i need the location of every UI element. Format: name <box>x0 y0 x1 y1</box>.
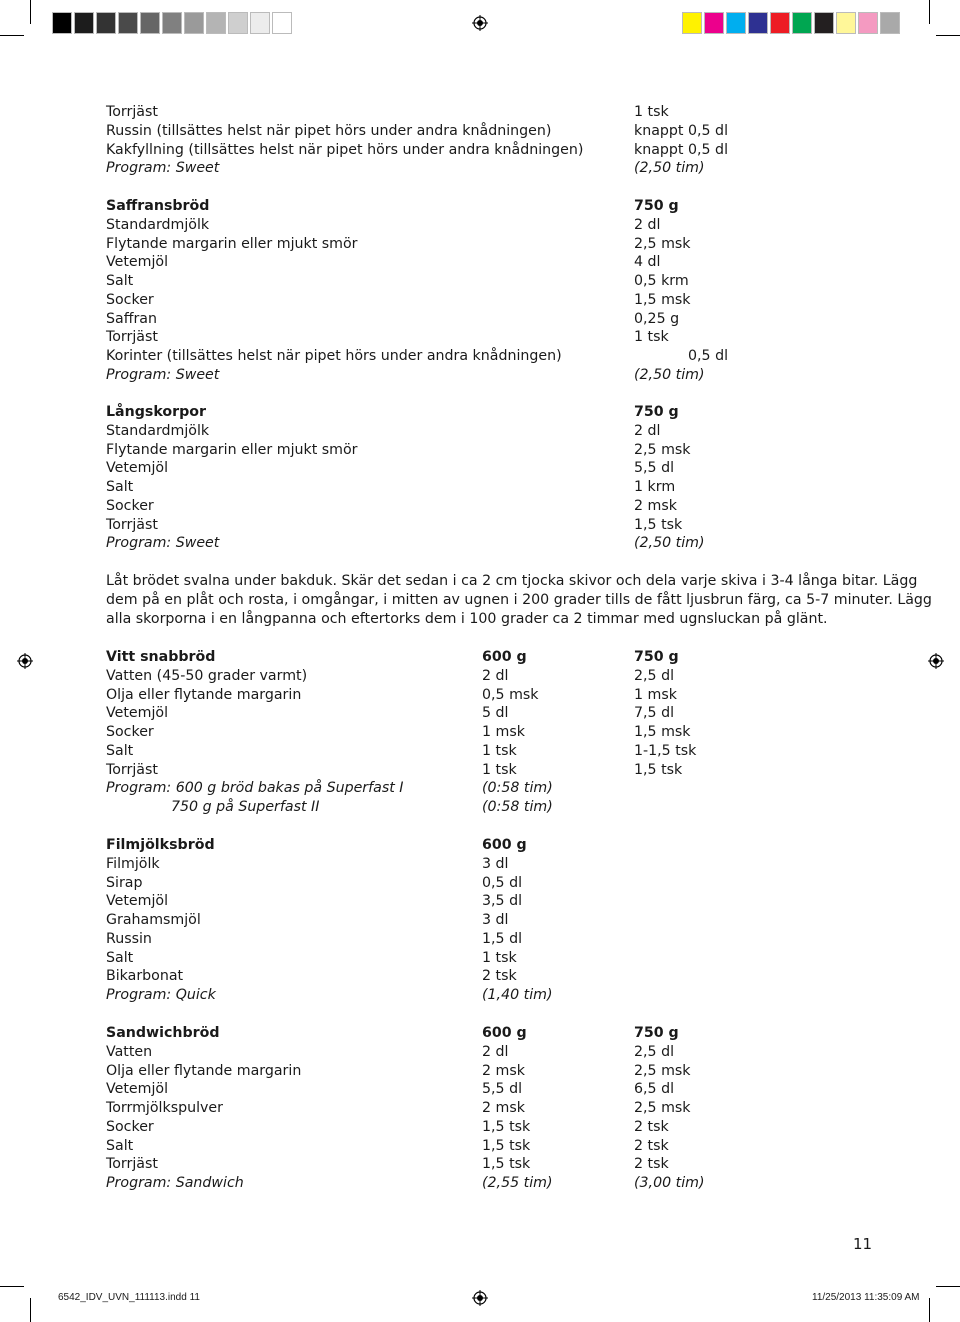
ingredient-label: Saffransbröd <box>106 198 210 214</box>
ingredient-amount: 2 dl <box>634 422 661 439</box>
ingredient-amount: 1 tsk <box>634 329 669 346</box>
ingredient-amount: 2,5 msk <box>634 235 691 252</box>
color-swatch <box>880 12 900 34</box>
ingredient-label: Filmjölk <box>106 855 160 872</box>
ingredient-label: Program: Quick <box>106 987 216 1003</box>
ingredient-label: Torrjäst <box>106 104 158 120</box>
ingredient-label: Flytande margarin eller mjukt smör <box>106 441 358 458</box>
ingredient-row <box>106 1174 866 1193</box>
ingredient-row <box>106 704 866 723</box>
color-swatch <box>726 12 746 34</box>
ingredient-label: Program: Sweet <box>106 535 220 552</box>
amount-750g: 7,5 dl <box>634 705 675 722</box>
ingredient-label: Socker <box>106 1118 154 1135</box>
ingredient-row <box>106 1062 866 1081</box>
ingredient-amount: 2 dl <box>634 216 661 233</box>
ingredient-amount: (2,50 tim) <box>634 535 705 552</box>
ingredient-amount: 1,5 tsk <box>634 516 683 533</box>
ingredient-label: Salt <box>106 949 134 966</box>
ingredient-row <box>106 197 866 216</box>
ingredient-label: Vetemjöl <box>106 254 169 271</box>
instruction-line: Låt brödet svalna under bakduk. Skär det sedan i ca 2 cm tjocka skivor och dela varje skiva i 3-4 långa bitar. Lägg <box>106 573 918 589</box>
ingredient-label: Torrjäst <box>106 1156 158 1173</box>
ingredient-label: Torrmjölkspulver <box>106 1100 223 1116</box>
ingredient-row <box>106 1099 866 1118</box>
crop-mark <box>30 1298 31 1322</box>
ingredient-row <box>106 874 866 893</box>
ingredient-row <box>106 648 866 667</box>
ingredient-label: Vetemjöl <box>106 705 169 722</box>
color-swatch <box>74 12 94 34</box>
ingredient-row <box>106 986 866 1005</box>
ingredient-amount: 2 msk <box>634 497 677 514</box>
ingredient-label: Program: Sandwich <box>106 1175 244 1191</box>
amount-600g: 3 dl <box>482 912 509 928</box>
amount-750g: (3,00 tim) <box>634 1175 705 1191</box>
ingredient-label: Kakfyllning (tillsättes helst när pipet hörs under andra knådningen) <box>106 141 584 158</box>
ingredient-row <box>106 836 866 855</box>
color-swatch <box>228 12 248 34</box>
amount-600g: 1,5 tsk <box>482 1118 531 1135</box>
langskorpor-instructions <box>106 572 932 629</box>
amount-600g: 600 g <box>482 837 527 853</box>
amount-600g: 2 dl <box>482 1043 509 1060</box>
ingredient-label: Russin (tillsättes helst när pipet hörs under andra knådningen) <box>106 122 552 139</box>
registration-mark-icon <box>928 653 944 669</box>
ingredient-row <box>106 798 866 817</box>
ingredient-label: Vitt snabbröd <box>106 649 216 665</box>
ingredient-label: Vatten (45-50 grader varmt) <box>106 667 308 684</box>
crop-mark <box>0 1286 24 1287</box>
color-swatch <box>858 12 878 34</box>
registration-mark-icon <box>472 1290 488 1306</box>
ingredient-label: Flytande margarin eller mjukt smör <box>106 235 358 252</box>
color-swatch <box>770 12 790 34</box>
ingredient-label: Program: 600 g bröd bakas på Superfast I <box>106 780 404 797</box>
amount-600g: 1 tsk <box>482 742 517 759</box>
amount-600g: 1,5 tsk <box>482 1156 531 1173</box>
color-swatch <box>792 12 812 34</box>
amount-600g: 2 msk <box>482 1062 525 1079</box>
ingredient-row <box>106 422 866 441</box>
ingredient-label: Torrjäst <box>106 516 158 533</box>
ingredient-row <box>106 967 866 986</box>
ingredient-row <box>106 516 866 535</box>
color-swatch <box>836 12 856 34</box>
amount-750g: 1 msk <box>634 686 677 703</box>
amount-600g: (2,55 tim) <box>482 1175 553 1191</box>
ingredient-row <box>106 328 866 347</box>
ingredient-row <box>106 723 866 742</box>
ingredient-amount: 4 dl <box>634 254 661 271</box>
ingredient-label: Torrjäst <box>106 329 158 346</box>
ingredient-label: Vetemjöl <box>106 1081 169 1098</box>
crop-mark <box>936 1286 960 1287</box>
ingredient-amount: 750 g <box>634 404 679 420</box>
amount-750g: 2,5 dl <box>634 667 675 684</box>
amount-750g: 2 tsk <box>634 1156 669 1173</box>
ingredient-amount: 1 krm <box>634 479 676 495</box>
ingredient-row <box>106 1155 866 1174</box>
amount-600g: 2 tsk <box>482 968 517 985</box>
amount-600g: 5,5 dl <box>482 1081 523 1098</box>
ingredient-label: Socker <box>106 291 154 308</box>
amount-750g: 1,5 tsk <box>634 761 683 778</box>
ingredient-label: Vatten <box>106 1043 153 1060</box>
color-swatch <box>162 12 182 34</box>
color-swatch <box>682 12 702 34</box>
ingredient-row <box>106 441 866 460</box>
amount-600g: (1,40 tim) <box>482 987 553 1003</box>
ingredient-label: Grahamsmjöl <box>106 912 201 928</box>
ingredient-row <box>106 103 866 122</box>
ingredient-row <box>106 1043 866 1062</box>
amount-750g: 2,5 msk <box>634 1100 691 1116</box>
ingredient-label: Korinter (tillsättes helst när pipet hörs under andra knådningen) <box>106 348 562 364</box>
color-swatch <box>96 12 116 34</box>
ingredient-label: Salt <box>106 1137 134 1154</box>
ingredient-amount: 0,5 dl <box>688 348 729 364</box>
ingredient-row <box>106 1080 866 1099</box>
ingredient-label: 750 g på Superfast II <box>171 799 320 815</box>
amount-750g: 1-1,5 tsk <box>634 742 697 759</box>
color-swatch <box>118 12 138 34</box>
color-swatch <box>140 12 160 34</box>
ingredient-amount: knappt 0,5 dl <box>634 122 729 139</box>
color-calibration-strip <box>682 12 902 34</box>
color-swatch <box>206 12 226 34</box>
ingredient-label: Salt <box>106 273 134 289</box>
instruction-line: alla skorporna i en långpanna och eftertorks dem i 100 grader ca 2 timmar med ugnsluckan på glänt. <box>106 611 828 627</box>
registration-mark-icon <box>17 653 33 669</box>
gray-calibration-strip <box>52 12 294 34</box>
ingredient-row <box>106 478 866 497</box>
amount-750g: 750 g <box>634 1025 679 1041</box>
ingredient-amount: 1,5 msk <box>634 291 691 308</box>
ingredient-label: Salt <box>106 479 134 495</box>
color-swatch <box>272 12 292 34</box>
ingredient-label: Filmjölksbröd <box>106 837 215 853</box>
ingredient-row <box>106 855 866 874</box>
ingredient-row <box>106 497 866 516</box>
ingredient-label: Socker <box>106 497 154 514</box>
registration-mark-icon <box>472 15 488 31</box>
ingredient-amount: 2,5 msk <box>634 441 691 458</box>
ingredient-amount: 750 g <box>634 198 679 214</box>
ingredient-row <box>106 761 866 780</box>
ingredient-row <box>106 347 866 366</box>
amount-600g: 1 msk <box>482 724 525 740</box>
ingredient-label: Olja eller flytande margarin <box>106 686 302 703</box>
ingredient-label: Standardmjölk <box>106 422 210 439</box>
page-number: 11 <box>853 1235 873 1253</box>
ingredient-row <box>106 779 866 798</box>
ingredient-label: Saffran <box>106 310 157 327</box>
amount-600g: 1,5 tsk <box>482 1137 531 1154</box>
amount-600g: 2 dl <box>482 667 509 684</box>
ingredient-row <box>106 141 866 160</box>
color-swatch <box>704 12 724 34</box>
ingredient-amount: 1 tsk <box>634 104 669 120</box>
ingredient-row <box>106 534 866 553</box>
amount-600g: 1,5 dl <box>482 930 523 947</box>
instruction-line: dem på en plåt och rosta, i omgångar, i mitten av ugnen i 200 grader tills de fått ljusbrun färg, ca 5-7 minuter. Lägg <box>106 592 932 608</box>
ingredient-label: Socker <box>106 724 154 740</box>
ingredient-row <box>106 291 866 310</box>
ingredient-label: Långskorpor <box>106 404 207 420</box>
color-swatch <box>748 12 768 34</box>
ingredient-row <box>106 892 866 911</box>
ingredient-row <box>106 949 866 968</box>
ingredient-row <box>106 1137 866 1156</box>
ingredient-row <box>106 272 866 291</box>
ingredient-row <box>106 1118 866 1137</box>
color-swatch <box>814 12 834 34</box>
ingredient-amount: 0,5 krm <box>634 273 689 289</box>
amount-600g: (0:58 tim) <box>482 799 553 815</box>
amount-750g: 2 tsk <box>634 1118 669 1135</box>
amount-600g: 0,5 msk <box>482 686 539 703</box>
ingredient-row <box>106 235 866 254</box>
amount-750g: 1,5 msk <box>634 724 691 740</box>
ingredient-label: Bikarbonat <box>106 968 184 985</box>
amount-750g: 2 tsk <box>634 1137 669 1154</box>
ingredient-label: Program: Sweet <box>106 366 220 383</box>
ingredient-row <box>106 159 866 178</box>
ingredient-row <box>106 930 866 949</box>
crop-mark <box>936 35 960 36</box>
ingredient-row <box>106 742 866 761</box>
ingredient-row <box>106 122 866 141</box>
amount-600g: 600 g <box>482 1025 527 1041</box>
amount-750g: 6,5 dl <box>634 1081 675 1098</box>
amount-600g: 2 msk <box>482 1100 525 1116</box>
amount-750g: 750 g <box>634 649 679 665</box>
color-swatch <box>52 12 72 34</box>
ingredient-amount: knappt 0,5 dl <box>634 141 729 158</box>
ingredient-amount: (2,50 tim) <box>634 160 705 177</box>
amount-600g: 5 dl <box>482 705 509 722</box>
ingredient-row <box>106 253 866 272</box>
amount-600g: 3,5 dl <box>482 893 523 910</box>
ingredient-label: Olja eller flytande margarin <box>106 1062 302 1079</box>
ingredient-label: Torrjäst <box>106 761 158 778</box>
slug-filename: 6542_IDV_UVN_111113.indd 11 <box>58 1292 200 1303</box>
color-swatch <box>250 12 270 34</box>
ingredient-label: Sirap <box>106 874 143 891</box>
ingredient-row <box>106 216 866 235</box>
ingredient-label: Vetemjöl <box>106 893 169 910</box>
amount-750g: 2,5 dl <box>634 1043 675 1060</box>
amount-600g: (0:58 tim) <box>482 780 553 797</box>
amount-600g: 3 dl <box>482 855 509 872</box>
ingredient-row <box>106 366 866 385</box>
ingredient-row <box>106 686 866 705</box>
amount-600g: 1 tsk <box>482 949 517 966</box>
ingredient-row <box>106 403 866 422</box>
ingredient-row <box>106 459 866 478</box>
ingredient-amount: (2,50 tim) <box>634 366 705 383</box>
ingredient-row <box>106 1024 866 1043</box>
ingredient-label: Vetemjöl <box>106 460 169 477</box>
ingredient-row <box>106 310 866 329</box>
amount-600g: 0,5 dl <box>482 874 523 891</box>
crop-mark <box>929 0 930 24</box>
ingredient-label: Russin <box>106 930 152 947</box>
ingredient-row <box>106 911 866 930</box>
amount-600g: 1 tsk <box>482 761 517 778</box>
ingredient-label: Program: Sweet <box>106 160 220 177</box>
crop-mark <box>929 1298 930 1322</box>
ingredient-label: Salt <box>106 742 134 759</box>
crop-mark <box>0 35 24 36</box>
ingredient-row <box>106 667 866 686</box>
ingredient-label: Standardmjölk <box>106 216 210 233</box>
ingredient-amount: 5,5 dl <box>634 460 675 477</box>
ingredient-amount: 0,25 g <box>634 310 680 327</box>
amount-600g: 600 g <box>482 649 527 665</box>
ingredient-label: Sandwichbröd <box>106 1025 220 1041</box>
amount-750g: 2,5 msk <box>634 1062 691 1079</box>
crop-mark <box>30 0 31 24</box>
slug-timestamp: 11/25/2013 11:35:09 AM <box>812 1292 920 1303</box>
color-swatch <box>184 12 204 34</box>
